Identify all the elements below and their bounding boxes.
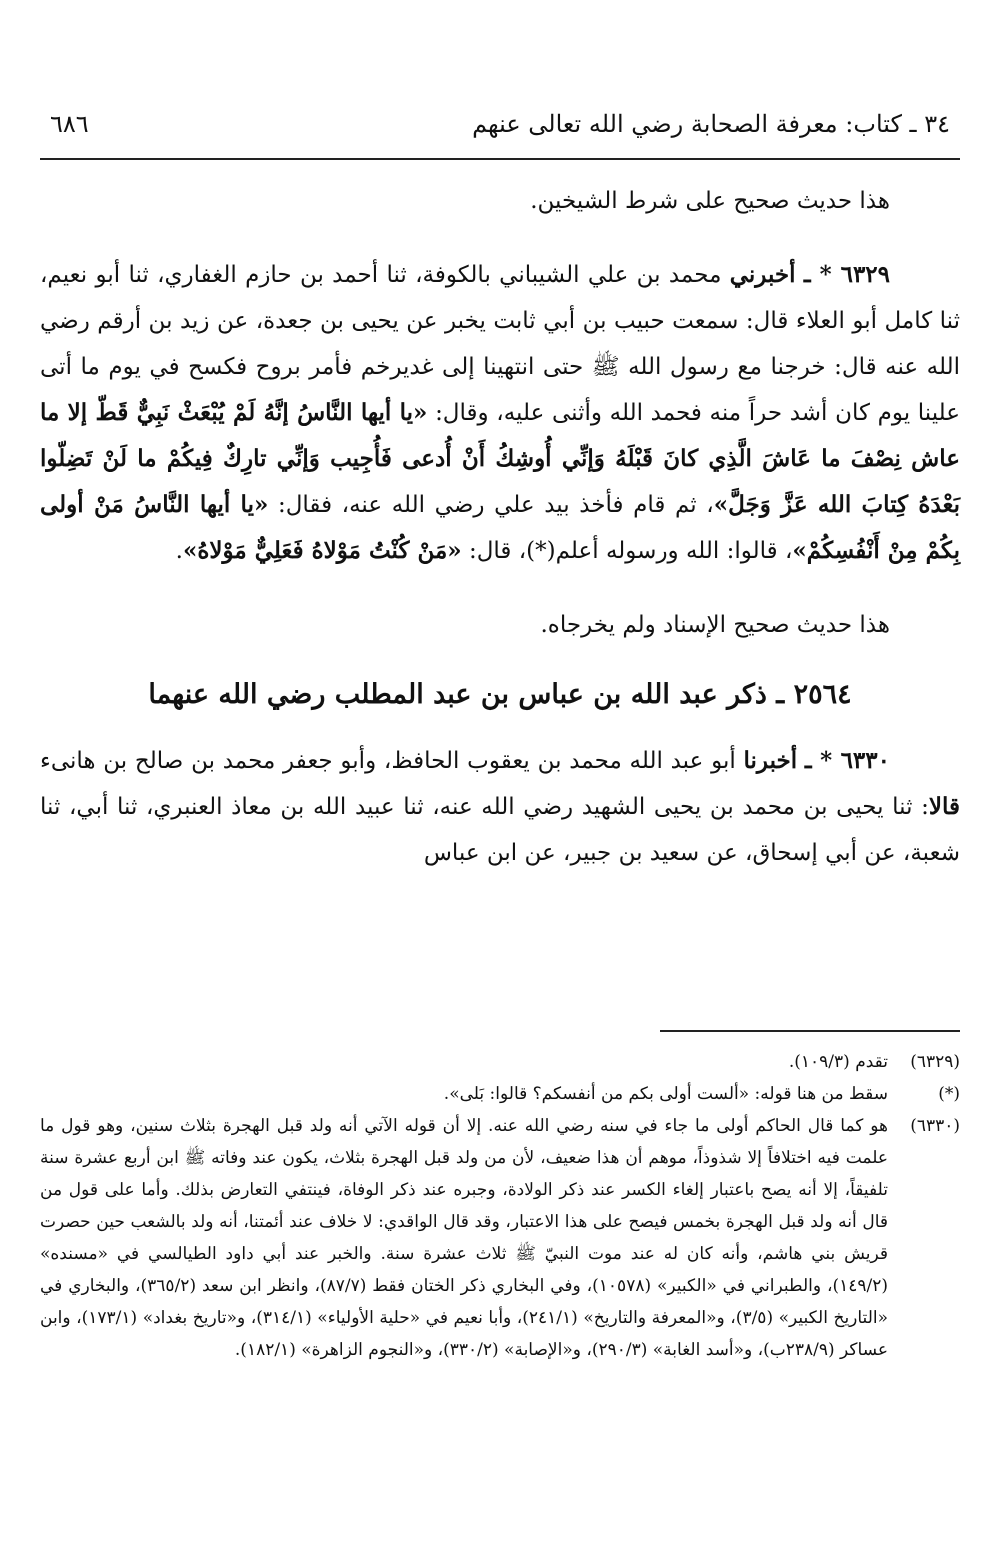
footnote-label: (٦٣٢٩) (910, 1052, 960, 1072)
running-header (40, 100, 960, 150)
hadith-quote-6329-b: «يا أيها النَّاسُ مَنْ أولى بِكُمْ مِنْ أَنْفُسِكُمْ» (40, 491, 960, 564)
main-text (40, 178, 960, 876)
hadith-text-6329-a: محمد بن علي الشيباني بالكوفة، ثنا أحمد بن حازم الغفاري، ثنا أبو نعيم، ثنا كامل أبو العلاء قال: سمعت حبيب بن أبي ثابت يخبر عن يحيى بن جعدة، عن زيد بن أرقم رضي الله عنه قال: خرجنا مع رسول الله ﷺ حتى انتهينا إلى غديرخم فأمر بروح فكسح في يوم ما أتى علينا يوم كان أشد حراً منه فحمد الله وأثنى عليه، وقال: (40, 262, 960, 426)
verdict-text-1: هذا حديث صحيح على شرط الشيخين. (530, 188, 890, 214)
footnote-label: (٦٣٣٠) (910, 1116, 960, 1136)
verdict-paragraph-2 (40, 602, 960, 648)
footnote-6330 (40, 1110, 960, 1366)
hadith-quote-6329-c: «مَنْ كُنْتُ مَوْلاهُ فَعَلِيٌّ مَوْلاهُ» (182, 537, 462, 564)
footnote-text: سقط من هنا قوله: «ألست أولى بكم من أنفسكم؟ قالوا: بَلى». (443, 1084, 888, 1104)
hadith-6329 (40, 252, 960, 574)
footnote-asterisk (40, 1078, 960, 1110)
page-number: ٦٨٦ (50, 110, 89, 138)
hadith-text-6329-c: ، قالوا: الله ورسوله أعلم(*)، قال: (468, 538, 793, 564)
hadith-text-6329-b: ، ثم قام فأخذ بيد علي رضي الله عنه، فقال: (277, 492, 714, 518)
hadith-lead-6329: أخبرني (729, 261, 796, 288)
verdict-paragraph-1 (40, 178, 960, 224)
hadith-text-6330-b: : ثنا يحيى بن محمد بن يحيى الشهيد رضي الله عنه، ثنا عبيد الله بن معاذ العنبري، ثنا أبي، ثنا شعبة، عن أبي إسحاق، عن سعيد بن جبير، عن ابن عباس (40, 794, 960, 866)
hadith-quote-6329-a: «يا أيها النَّاسُ إنَّهُ لَمْ يُبْعَثْ نَبِيٌّ قَطّ إلا ما عاش نِصْفَ ما عَاشَ الَّذِي كانَ قَبْلَهُ وَإنِّي أُوشِكُ أَنْ أُدعى فَأُجِيب وَإنِّي تارِكٌ فِيكُمْ ما لَنْ تَضِلّوا بَعْدَهُ كِتابَ الله عَزَّ وَجَلَّ» (40, 399, 961, 518)
hadith-text-6330-a: أبو عبد الله محمد بن يعقوب الحافظ، وأبو جعفر محمد بن صالح بن هانىء (40, 748, 736, 774)
footnote-text: هو كما قال الحاكم أولى ما جاء في سنه رضي الله عنه. إلا أن قوله الآتي أنه ولد قبل الهجرة بثلاث سنين، وهو قول ما علمت فيه اختلافاً إلا شذوذاً، موهم أن هذا ضعيف، لأن من ولد قبل الهجرة بثلاث، يكون عند وفاته ﷺ ابن أربع عشرة سنة تلفيقاً، إلا أنه يصح باعتبار إلغاء الكسر عند ذكر الولادة، وجبره عند ذكر الوفاة، فينتفي التعارض بذلك. وأما على قول من قال أنه ولد قبل الهجرة بخمس فيصح على هذا الاعتبار، وقد قال الواقدي: لا خلاف عند أئمتنا، أنه ولد بالشعب حين حصرت قريش بني هاشم، وأنه كان له عند موت النبيّ ﷺ ثلاث عشرة سنة. والخبر عند أبي داود الطيالسي في «مسنده» (١٤٩/٢)، والطبراني في «الكبير» (١٠٥٧٨)، وفي البخاري ذكر الختان فقط (٨٧/٧)، وانظر ابن سعد (٣٦٥/٢)، والبخاري في «التاريخ الكبير» (٣/٥)، و«المعرفة والتاريخ» (٢٤١/١)، وأبا نعيم في «حلية الأولياء» (٣١٤/١)، و«تاريخ بغداد» (١٧٣/١)، وابن عساكر (٢٣٨/٩ب)، و«أسد الغابة» (٢٩٠/٣)، و«الإصابة» (٣٣٠/٢)، و«النجوم الزاهرة» (١٨٢/١). (40, 1116, 889, 1360)
hadith-lead-6330: أخبرنا (743, 747, 798, 774)
chapter-title: ٣٤ ـ كتاب: معرفة الصحابة رضي الله تعالى عنهم (472, 110, 950, 138)
hadith-text-6329-d: . (175, 538, 183, 564)
section-heading: ٢٥٦٤ ـ ذكر عبد الله بن عباس بن عبد المطلب رضي الله عنهما (148, 679, 852, 710)
hadith-number-6329: ٦٣٢٩ * ـ (803, 261, 891, 288)
footnotes (40, 1046, 960, 1366)
hadith-lead-6330-b: قالا (928, 793, 960, 820)
footnote-divider (660, 1030, 960, 1032)
book-page (40, 0, 960, 1548)
footnote-label: (*) (938, 1084, 960, 1104)
hadith-number-6330: ٦٣٣٠ * ـ (804, 747, 890, 774)
hadith-6330 (40, 738, 960, 876)
footnote-6329 (40, 1046, 960, 1078)
header-divider (40, 158, 960, 160)
footnote-text: تقدم (١٠٩/٣). (788, 1052, 888, 1072)
verdict-text-2: هذا حديث صحيح الإسناد ولم يخرجاه. (540, 612, 890, 638)
